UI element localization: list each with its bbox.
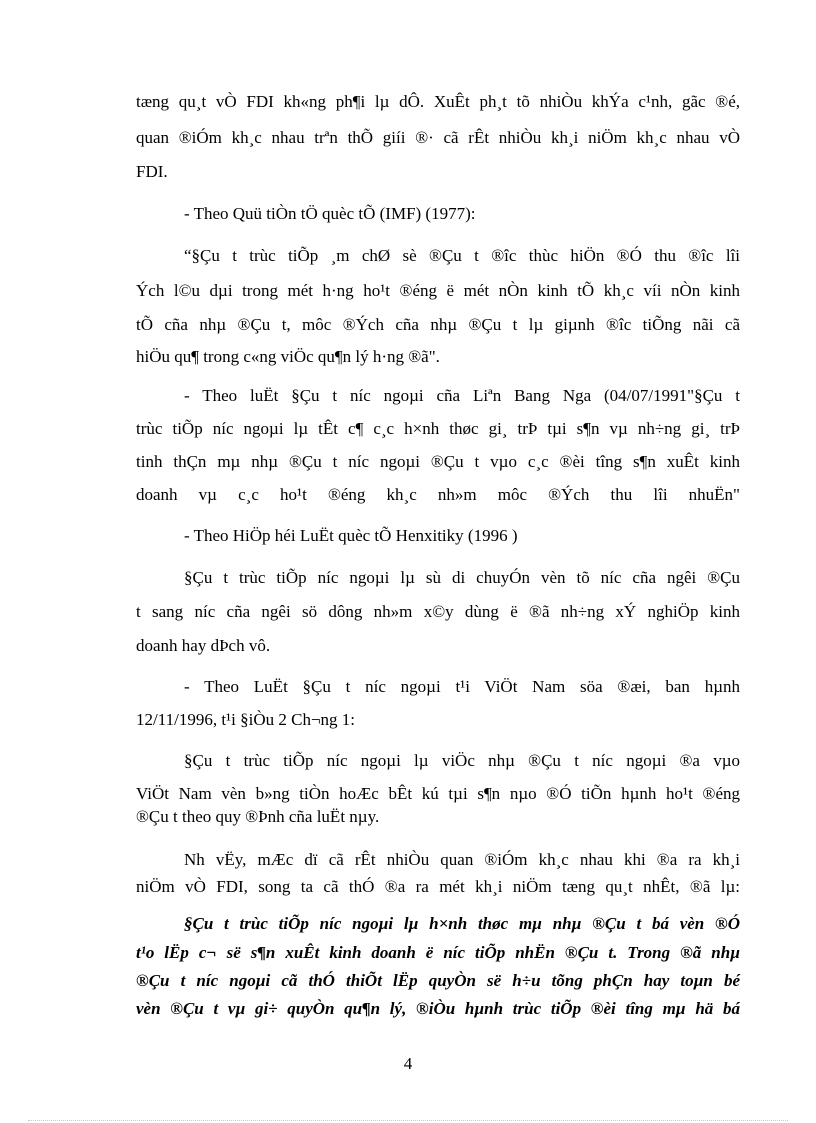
- text-line: - Theo Quü tiÒn tÖ quèc tÕ (IMF) (1977):: [184, 204, 476, 223]
- definition-line: vèn ®Çu t vµ gi÷ quyÒn qu¶n lý, ®iÒu hµnh trùc tiÕp ®èi tîng mµ hä bá: [136, 999, 740, 1018]
- definition-line: §Çu t trùc tiÕp níc ngoµi lµ h×nh thøc mµ nhµ ®Çu t bá vèn ®Ó: [184, 914, 740, 933]
- text-line: Nh vËy, mÆc dï cã rÊt nhiÒu quan ®iÓm kh¸c nhau khi ®a ra kh¸i: [184, 850, 740, 869]
- definition-line: ®Çu t níc ngoµi cã thÓ thiÕt lËp quyÒn së h÷u tõng phÇn hay toµn bé: [136, 971, 740, 990]
- text-line: Ých l©u dµi trong mét h·ng ho¹t ®éng ë mét nÒn kinh tÕ kh¸c víi nÒn kinh: [136, 281, 740, 300]
- text-line: - Theo luËt §Çu t níc ngoµi cña Liªn Bang Nga (04/07/1991"§Çu t: [184, 386, 740, 405]
- footer-divider: [28, 1120, 788, 1121]
- text-line: hiÖu qu¶ trong c«ng viÖc qu¶n lý h·ng ®ã".: [136, 347, 440, 366]
- text-line: trùc tiÕp níc ngoµi lµ tÊt c¶ c¸c h×nh thøc gi¸ trÞ tµi s¶n vµ nh÷ng gi¸ trÞ: [136, 419, 740, 438]
- text-line: ViÖt Nam vèn b»ng tiÒn hoÆc bÊt kú tµi s¶n nµo ®Ó tiÕn hµnh ho¹t ®éng: [136, 784, 740, 803]
- page-number: 4: [403, 1054, 413, 1073]
- text-line: 12/11/1996, t¹i §iÒu 2 Ch¬ng 1:: [136, 710, 356, 729]
- text-line: §Çu t trùc tiÕp níc ngoµi lµ viÖc nhµ ®Çu t níc ngoµi ®a vµo: [184, 751, 740, 770]
- text-line: t sang níc cña ngêi sö dông nh»m x©y dùng ë ®ã nh÷ng xÝ nghiÖp kinh: [136, 602, 740, 621]
- text-line: ®Çu t theo quy ®Þnh cña luËt nµy.: [136, 807, 380, 826]
- definition-line: t¹o lËp c¬ së s¶n xuÊt kinh doanh ë níc tiÕp nhËn ®Çu t. Trong ®ã nhµ: [136, 943, 740, 962]
- text-line: tæng qu¸t vÒ FDI kh«ng ph¶i lµ dÔ. XuÊt ph¸t tõ nhiÒu khÝa c¹nh, gãc ®é,: [136, 92, 740, 111]
- text-line: tinh thÇn mµ nhµ ®Çu t níc ngoµi ®Çu t vµo c¸c ®èi tîng s¶n xuÊt kinh: [136, 452, 740, 471]
- text-line: “§Çu t trùc tiÕp ¸m chØ sè ®Çu t ®îc thùc hiÖn ®Ó thu ®îc lîi: [184, 246, 740, 265]
- text-line: - Theo HiÖp héi LuËt quèc tÕ Henxitiky (1996 ): [184, 526, 518, 545]
- text-line: tÕ cña nhµ ®Çu t, môc ®Ých cña nhµ ®Çu t lµ giµnh ®îc tiÕng nãi cã: [136, 315, 740, 334]
- text-line: niÖm vÒ FDI, song ta cã thÓ ®a ra mét kh¸i niÖm tæng qu¸t nhÊt, ®ã lµ:: [136, 877, 740, 896]
- text-line: §Çu t trùc tiÕp níc ngoµi lµ sù di chuyÓn vèn tõ níc cña ngêi ®Çu: [184, 568, 740, 587]
- text-line: - Theo LuËt §Çu t níc ngoµi t¹i ViÖt Nam söa ®æi, ban hµnh: [184, 677, 740, 696]
- text-line: FDI.: [136, 162, 168, 181]
- text-line: doanh hay dÞch vô.: [136, 636, 271, 655]
- text-line: quan ®iÓm kh¸c nhau trªn thÕ giíi ®· cã rÊt nhiÒu kh¸i niÖm kh¸c nhau vÒ: [136, 128, 740, 147]
- text-line: doanh vµ c¸c ho¹t ®éng kh¸c nh»m môc ®Ých thu lîi nhuËn": [136, 485, 740, 504]
